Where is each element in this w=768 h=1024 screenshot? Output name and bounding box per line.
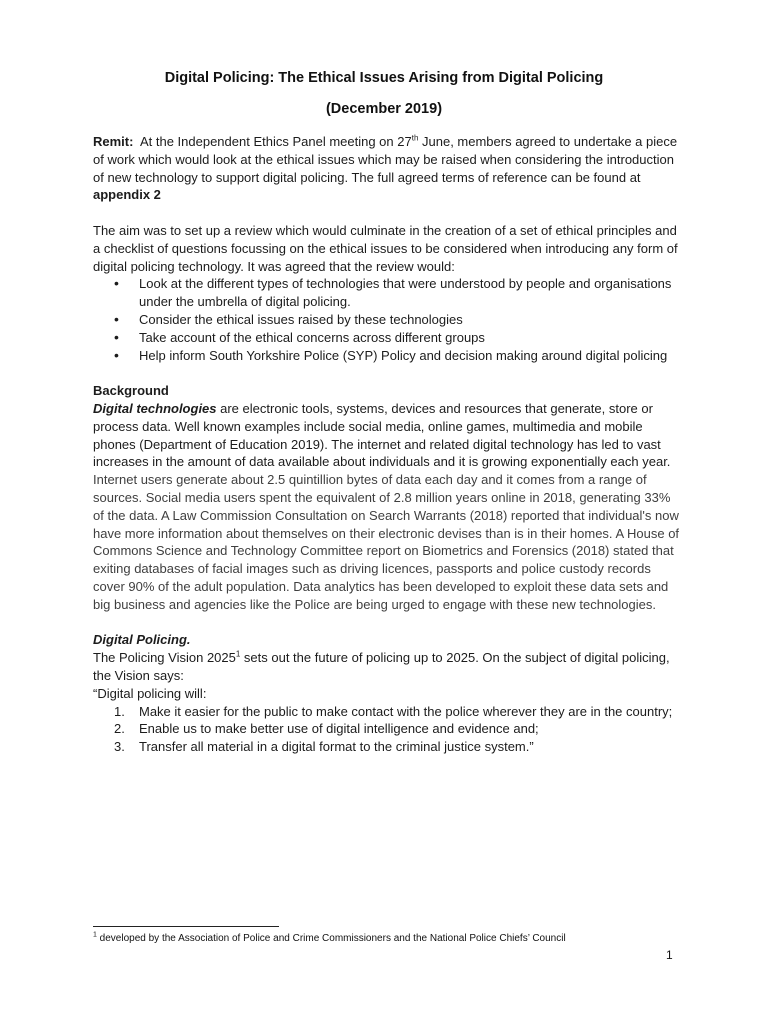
digital-policing-heading	[93, 631, 683, 649]
list-item: • Help inform South Yorkshire Police (SYP) Policy and decision making around digital policing	[139, 347, 683, 365]
document-title: Digital Policing: The Ethical Issues Arising from Digital Policing	[164, 70, 604, 86]
vision-numbered-list	[93, 703, 683, 756]
vision-year: 2025	[206, 650, 236, 666]
list-item: • Take account of the ethical concerns across different groups	[139, 329, 683, 347]
list-number: 1.	[114, 703, 125, 719]
spacer	[93, 204, 683, 222]
remit-label: Remit:	[93, 134, 134, 149]
list-number: 3.	[114, 739, 125, 755]
digital-policing-heading-text: Digital Policing.	[93, 632, 191, 648]
vision-paragraph	[93, 649, 683, 685]
aim-bullet-list	[93, 275, 683, 364]
aim-paragraph: The aim was to set up a review which would culminate in the creation of a set of ethical principles and a checklist of questions focussing on the ethical issues to be considered when introducing any form of digital policing technology. It was agreed that the review would:	[93, 222, 678, 274]
vision-text-2: sets out the future of policing up to 2025. On the subject of digital policing, the Vision says:	[93, 650, 670, 683]
list-item	[114, 738, 683, 756]
page-number: 1	[666, 948, 673, 962]
background-heading-text: Background	[93, 383, 169, 399]
remit-sup: th	[411, 133, 419, 143]
footnote-marker: 1	[93, 931, 97, 939]
list-item-text: Enable us to make better use of digital intelligence and evidence and;	[139, 721, 539, 737]
document-body	[93, 133, 683, 756]
background-text-1: are electronic tools, systems, devices and resources that generate, store or process data. Well known examples include social media, online games, multimedia and mobile phones (Department of Education 2019). The internet and related digital technology has led to vast increases in the amount of data available about individuals and it is growing exponentially each year.	[93, 400, 671, 470]
background-heading	[93, 382, 683, 400]
footnote-divider	[93, 926, 279, 927]
list-item: • Consider the ethical issues raised by these technologies	[139, 311, 683, 329]
document-date: (December 2019)	[325, 101, 443, 117]
list-item-text: Transfer all material in a digital format to the criminal justice system.”	[139, 739, 534, 755]
background-paragraph	[93, 400, 683, 614]
footnote-ref: 1	[235, 649, 241, 659]
list-item	[114, 703, 683, 721]
list-item	[114, 720, 683, 738]
appendix-link: appendix 2	[93, 187, 161, 203]
list-number: 2.	[114, 721, 125, 737]
spacer	[93, 614, 683, 632]
digital-technologies-term: Digital technologies	[93, 400, 217, 416]
list-item: • Look at the different types of technologies that were understood by people and organisations under the umbrella of digital policing.	[139, 275, 683, 311]
remit-text-1: At the Independent Ethics Panel meeting on 27	[139, 134, 412, 149]
spacer	[93, 364, 683, 382]
remit-paragraph	[93, 133, 683, 204]
vision-text-1: The Policing Vision	[93, 650, 207, 666]
footnote-text: developed by the Association of Police and Crime Commissioners and the National Police Chiefs’ Council	[96, 933, 566, 944]
footnote	[93, 933, 693, 944]
remit-text-2: June, members agreed to undertake a piece of work which would look at the ethical issues which may be raised when considering the introduction of new technology to support digital policing. The full agreed terms of reference can be found at	[93, 134, 678, 185]
background-text-2: Internet users generate about 2.5 quintillion bytes of data each day and it comes from a range of sources. Social media users spent the equivalent of 2.8 million years online in 2018, generating 33% of the data. A Law Commission Consultation on Search Warrants (2018) reported that individual's now have more information about themselves on their electronic devises than is in their homes. A House of Commons Science and Technology Committee report on Biometrics and Forensics (2018) stated that exiting databases of facial images such as driving licences, passports and police custody records cover 90% of the adult population. Data analytics has been developed to exploit these data sets and big business and agencies like the Police are being urged to engage with these new technologies.	[93, 472, 680, 612]
list-item-text: Make it easier for the public to make contact with the police wherever they are in the country;	[139, 703, 673, 719]
vision-quote-intro: “Digital policing will:	[93, 685, 207, 701]
